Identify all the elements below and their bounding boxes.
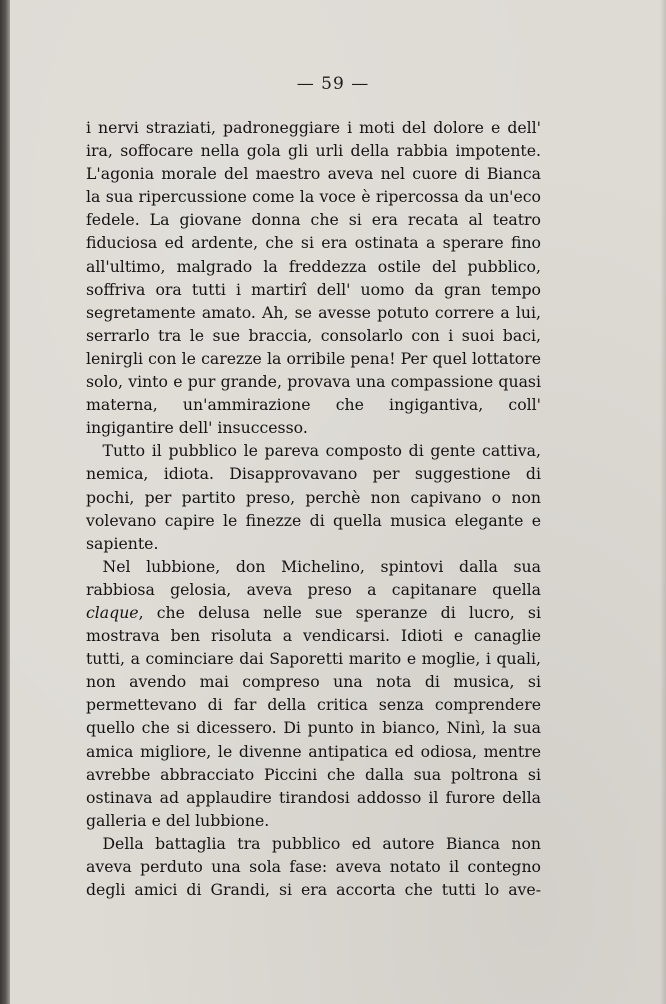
paragraph-4: Della battaglia tra pubblico ed autore Bianca non aveva perduto una sola fase: aveva notato il contegno degli amici di Grandi, si era accorta che tutti lo ave-: [86, 833, 541, 900]
paragraph-3-part-1: Nel lubbione, don Michelino, spintovi dalla sua rabbiosa gelosia, aveva preso a capitanare quella: [86, 556, 541, 599]
page-number: — 59 —: [296, 74, 370, 94]
paragraph-3: [86, 555, 541, 832]
body-text: [86, 116, 541, 901]
book-spine-shadow: [0, 0, 10, 1004]
italic-word-claque: claque: [86, 602, 139, 622]
paragraph-2: Tutto il pubblico le pareva composto di gente cattiva, nemica, idiota. Disapprovavano per suggestione di pochi, per partito preso, perchè non capivano o non volevano capire le finezze di quella musica elegante e sapiente.: [86, 441, 541, 553]
page-edge-shadow: [660, 0, 666, 1004]
paragraph-1: i nervi straziati, padroneggiare i moti del dolore e dell' ira, soffocare nella gola gli urli della rabbia impotente. L'agonia morale del maestro aveva nel cuore di Bianca la sua ripercussione come la voce è ripercossa da un'eco fedele. La giovane donna che si era recata al teatro fiduciosa ed ardente, che si era ostinata a sperare fino all'ultimo, malgrado la freddezza ostile del pubblico, soffriva ora tutti i martirî dell' uomo da gran tempo segretamente amato. Ah, se avesse potuto correre a lui, serrarlo tra le sue braccia, consolarlo con i suoi baci, lenirgli con le carezze la orribile pena! Per quel lottatore solo, vinto e pur grande, provava una compassione quasi materna, un'ammirazione che ingigantiva, coll' ingigantire dell' insuccesso.: [86, 118, 541, 438]
paragraph-3-part-2: , che delusa nelle sue speranze di lucro, si mostrava ben risoluta a vendicarsi. Idioti e canaglie tutti, a cominciare dai Saporetti marito e moglie, i quali, non avendo mai compreso una nota di musica, si permettevano di far della critica senza comprendere quello che si dicessero. Di punto in bianco, Ninì, la sua amica migliore, le divenne antipatica ed odiosa, mentre avrebbe abbracciato Piccini che dalla sua poltrona si ostinava ad applaudire tirandosi addosso il furore della galleria e del lubbione.: [86, 602, 541, 830]
